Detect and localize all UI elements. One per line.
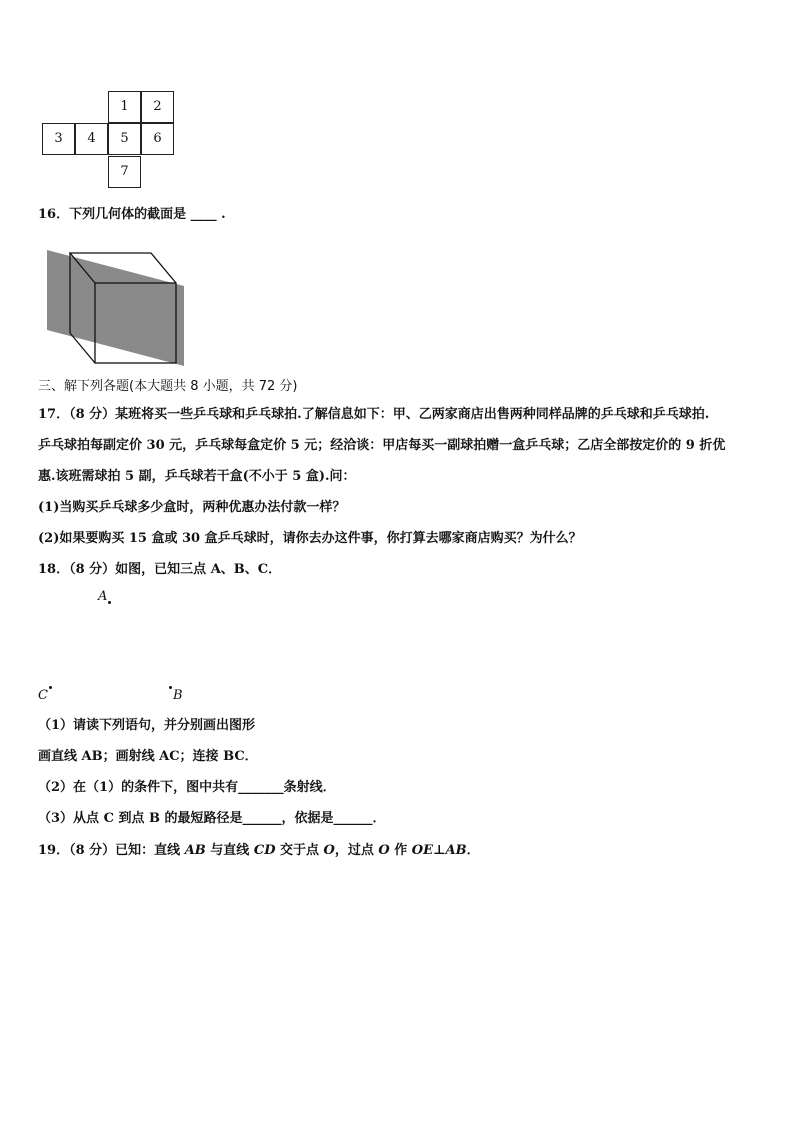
question-17-line-2: 乒乓球拍每副定价 30 元，乒乓球每盒定价 5 元；经洽谈：甲店每买一副球拍赠一盒乒乓球；乙店全部按定价的 9 折优 — [38, 438, 726, 453]
question-19-mid-1: 与直线 — [205, 843, 254, 858]
point-b-label: B — [173, 688, 183, 703]
question-19-prefix: 19．（8 分）已知：直线 — [38, 843, 185, 858]
question-19 — [38, 842, 480, 860]
point-b-dot — [169, 686, 172, 689]
line-cd-label: CD — [253, 843, 276, 858]
question-16-text: 16．下列几何体的截面是 — [38, 207, 191, 222]
point-a-label: A — [98, 589, 108, 604]
question-17-line-1: 17．（8 分）某班将买一些乒乓球和乒乓球拍.了解信息如下：甲、乙两家商店出售两种同样品牌的乒乓球和乒乓球拍. — [38, 407, 710, 422]
net-cell-3: 3 — [42, 123, 75, 155]
question-17-line-3: 惠.该班需球拍 5 副，乒乓球若干盒(不小于 5 盒).问： — [38, 469, 356, 484]
net-cell-5: 5 — [108, 123, 141, 155]
question-16 — [38, 206, 226, 224]
line-ab-label: AB — [184, 843, 206, 858]
question-19-end: ． — [466, 843, 480, 858]
question-18-sub-1b: 画直线 AB；画射线 AC；连接 BC． — [38, 749, 258, 764]
question-16-blank: ____ — [190, 207, 217, 222]
net-cell-2: 2 — [141, 91, 174, 123]
question-18-sub-2: （2）在（1）的条件下，图中共有_______条射线． — [38, 780, 336, 795]
point-c-dot — [49, 686, 52, 689]
point-o-label: O — [323, 843, 335, 858]
question-19-mid-3: ，过点 — [334, 843, 379, 858]
point-a-dot — [108, 601, 111, 604]
question-19-mid-2: 交于点 — [275, 843, 324, 858]
question-17-sub-2: (2)如果要购买 15 盒或 30 盒乒乓球时，请你去办这件事，你打算去哪家商店购买？为什么？ — [38, 531, 582, 546]
section-3-header: 三、解下列各题(本大题共 8 小题，共 72 分) — [38, 379, 298, 394]
question-17-sub-1: (1)当购买乒乓球多少盒时，两种优惠办法付款一样？ — [38, 500, 346, 515]
perpendicular-statement: OE⊥AB — [411, 843, 467, 858]
point-o-label-2: O — [378, 843, 390, 858]
net-cell-7: 7 — [108, 156, 141, 188]
net-cell-4: 4 — [75, 123, 108, 155]
question-18-sub-1: （1）请读下列语句，并分别画出图形 — [38, 718, 256, 733]
cube-cross-section-figure — [44, 246, 190, 370]
net-cell-6: 6 — [141, 123, 174, 155]
question-18-title: 18．（8 分）如图，已知三点 A、B、C． — [38, 562, 282, 577]
question-19-mid-4: 作 — [389, 843, 412, 858]
net-cell-1: 1 — [108, 91, 141, 123]
question-18-sub-3: （3）从点 C 到点 B 的最短路径是______，依据是______． — [38, 811, 386, 826]
point-c-label: C — [38, 688, 48, 703]
question-16-end: . — [216, 207, 226, 222]
